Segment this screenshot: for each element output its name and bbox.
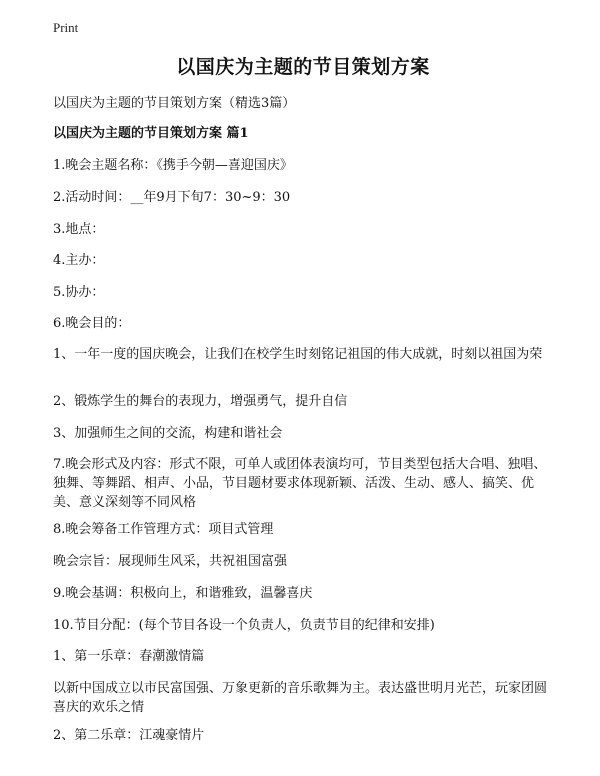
paragraph-purpose-2: 2、锻炼学生的舞台的表现力，增强勇气，提升自信 (53, 394, 348, 409)
paragraph-purpose-1: 1、一年一度的国庆晚会，让我们在校学生时刻铭记祖国的伟大成就，时刻以祖国为荣 (53, 347, 543, 362)
paragraph-movement-1: 1、第一乐章：春潮激情篇 (53, 649, 205, 664)
paragraph-purpose-3: 3、加强师生之间的交流，构建和谐社会 (53, 426, 283, 441)
section-heading: 以国庆为主题的节目策划方案 篇1 (53, 126, 249, 141)
paragraph-program-allocation: 10.节目分配：(每个节目各设一个负责人，负责节目的纪律和安排) (53, 618, 435, 633)
paragraph-movement-1-desc: 以新中国成立以市民富国强、万象更新的音乐歌舞为主。表达盛世明月光芒，玩家团圆喜庆的欢乐之情 (53, 681, 548, 715)
paragraph-theme: 1.晚会主题名称：《携手今朝—喜迎国庆》 (53, 158, 293, 173)
paragraph-purpose: 6.晚会目的： (53, 316, 131, 331)
paragraph-management: 8.晚会筹备工作管理方式：项目式管理 (53, 522, 274, 537)
print-link[interactable]: Print (53, 20, 79, 35)
paragraph-co-host: 5.协办： (53, 285, 105, 300)
paragraph-tenet: 晚会宗旨：展现师生风采，共祝祖国富强 (53, 554, 288, 569)
paragraph-tone: 9.晚会基调：积极向上，和谐雅致，温馨喜庆 (53, 586, 313, 601)
document-subtitle: 以国庆为主题的节目策划方案（精选3篇） (53, 96, 296, 111)
paragraph-movement-2: 2、第二乐章：江魂豪情片 (53, 728, 205, 743)
paragraph-time: 2.活动时间：__年9月下旬7：30~9：30 (53, 190, 291, 205)
document-title: 以国庆为主题的节目策划方案 (176, 56, 430, 78)
paragraph-format: 7.晚会形式及内容：形式不限，可单人或团体表演均可，节目类型包括大合唱、独唱、独舞、等舞蹈、相声、小品，节目题材要求体现新颖、活泼、生动、感人、搞笑、优美、意义深刻等不同风格 (53, 457, 547, 510)
paragraph-host: 4.主办： (53, 253, 105, 268)
paragraph-location: 3.地点： (53, 222, 105, 237)
